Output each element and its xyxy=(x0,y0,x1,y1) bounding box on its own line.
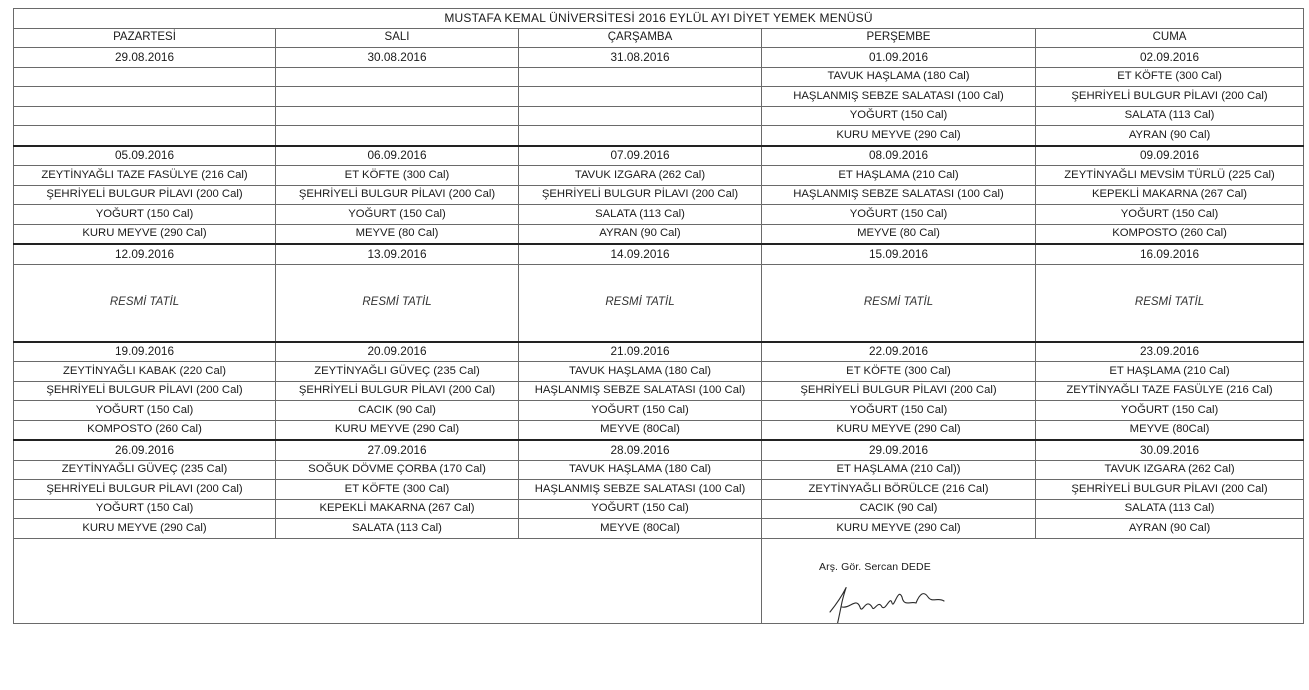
signatory-name: Arş. Gör. Sercan DEDE xyxy=(819,560,931,573)
meal-cell: HAŞLANMIŞ SEBZE SALATASI (100 Cal) xyxy=(519,381,762,401)
meal-cell: AYRAN (90 Cal) xyxy=(519,224,762,244)
meal-cell xyxy=(276,126,519,146)
date-cell: 15.09.2016 xyxy=(762,244,1036,264)
day-name: PERŞEMBE xyxy=(762,28,1036,48)
meal-row xyxy=(14,519,1304,539)
date-cell: 19.09.2016 xyxy=(14,342,276,362)
meal-cell xyxy=(519,106,762,126)
meal-row xyxy=(14,362,1304,382)
meal-cell: ZEYTİNYAĞLI TAZE FASÜLYE (216 Cal) xyxy=(14,166,276,186)
meal-cell: ŞEHRİYELİ BULGUR PİLAVI (200 Cal) xyxy=(276,381,519,401)
day-names-row xyxy=(14,28,1304,48)
meal-row xyxy=(14,224,1304,244)
meal-cell: KURU MEYVE (290 Cal) xyxy=(762,126,1036,146)
date-cell: 23.09.2016 xyxy=(1036,342,1304,362)
meal-cell: AYRAN (90 Cal) xyxy=(1036,519,1304,539)
meal-row xyxy=(14,166,1304,186)
meal-cell: KEPEKLİ MAKARNA (267 Cal) xyxy=(276,499,519,519)
meal-cell: TAVUK IZGARA (262 Cal) xyxy=(519,166,762,186)
meal-cell xyxy=(519,67,762,87)
meal-cell: TAVUK HAŞLAMA (180 Cal) xyxy=(519,362,762,382)
meal-cell: CACIK (90 Cal) xyxy=(276,401,519,421)
meal-row xyxy=(14,499,1304,519)
date-cell: 07.09.2016 xyxy=(519,146,762,166)
meal-cell: KURU MEYVE (290 Cal) xyxy=(14,224,276,244)
diet-menu-table xyxy=(13,8,1304,624)
meal-cell: TAVUK HAŞLAMA (180 Cal) xyxy=(519,460,762,480)
week3-dates-row xyxy=(14,244,1304,264)
meal-cell: ZEYTİNYAĞLI KABAK (220 Cal) xyxy=(14,362,276,382)
meal-row xyxy=(14,185,1304,205)
meal-cell: YOĞURT (150 Cal) xyxy=(519,499,762,519)
date-cell: 08.09.2016 xyxy=(762,146,1036,166)
meal-cell xyxy=(519,87,762,107)
meal-row xyxy=(14,480,1304,500)
meal-cell: TAVUK IZGARA (262 Cal) xyxy=(1036,460,1304,480)
meal-cell: SALATA (113 Cal) xyxy=(276,519,519,539)
meal-cell: ŞEHRİYELİ BULGUR PİLAVI (200 Cal) xyxy=(1036,87,1304,107)
title-row xyxy=(14,9,1304,29)
meal-cell xyxy=(14,106,276,126)
meal-cell: MEYVE (80Cal) xyxy=(1036,420,1304,440)
meal-cell xyxy=(14,87,276,107)
meal-cell: MEYVE (80 Cal) xyxy=(276,224,519,244)
meal-cell: ET KÖFTE (300 Cal) xyxy=(276,480,519,500)
date-cell: 30.09.2016 xyxy=(1036,440,1304,460)
meal-cell: HAŞLANMIŞ SEBZE SALATASI (100 Cal) xyxy=(762,185,1036,205)
meal-cell: YOĞURT (150 Cal) xyxy=(519,401,762,421)
week2-dates-row xyxy=(14,146,1304,166)
meal-row xyxy=(14,67,1304,87)
meal-row xyxy=(14,420,1304,440)
empty-footer-cell xyxy=(14,553,762,624)
meal-row xyxy=(14,126,1304,146)
meal-cell: YOĞURT (150 Cal) xyxy=(14,401,276,421)
meal-cell: ZEYTİNYAĞLI GÜVEÇ (235 Cal) xyxy=(14,460,276,480)
meal-cell: AYRAN (90 Cal) xyxy=(1036,126,1304,146)
week4-dates-row xyxy=(14,342,1304,362)
handwritten-signature xyxy=(820,567,990,624)
meal-cell: YOĞURT (150 Cal) xyxy=(762,106,1036,126)
holiday-row xyxy=(14,264,1304,342)
meal-row xyxy=(14,381,1304,401)
meal-cell: ŞEHRİYELİ BULGUR PİLAVI (200 Cal) xyxy=(14,185,276,205)
date-cell: 13.09.2016 xyxy=(276,244,519,264)
meal-cell: YOĞURT (150 Cal) xyxy=(762,205,1036,225)
meal-cell xyxy=(276,106,519,126)
date-cell: 29.09.2016 xyxy=(762,440,1036,460)
meal-cell: KURU MEYVE (290 Cal) xyxy=(762,519,1036,539)
meal-cell: ZEYTİNYAĞLI GÜVEÇ (235 Cal) xyxy=(276,362,519,382)
signature-row xyxy=(14,553,1304,624)
meal-row xyxy=(14,401,1304,421)
holiday-cell: RESMİ TATİL xyxy=(519,264,762,342)
meal-cell: KURU MEYVE (290 Cal) xyxy=(14,519,276,539)
meal-cell: ET KÖFTE (300 Cal) xyxy=(762,362,1036,382)
meal-cell: YOĞURT (150 Cal) xyxy=(276,205,519,225)
week1-dates-row xyxy=(14,48,1304,68)
date-cell: 27.09.2016 xyxy=(276,440,519,460)
meal-cell: MEYVE (80 Cal) xyxy=(762,224,1036,244)
week5-dates-row xyxy=(14,440,1304,460)
meal-cell xyxy=(276,87,519,107)
meal-cell xyxy=(14,126,276,146)
meal-cell: MEYVE (80Cal) xyxy=(519,519,762,539)
day-name: PAZARTESİ xyxy=(14,28,276,48)
date-cell: 06.09.2016 xyxy=(276,146,519,166)
meal-cell: ZEYTİNYAĞLI BÖRÜLCE (216 Cal) xyxy=(762,480,1036,500)
date-cell: 20.09.2016 xyxy=(276,342,519,362)
day-name: CUMA xyxy=(1036,28,1304,48)
meal-cell xyxy=(519,126,762,146)
date-cell: 26.09.2016 xyxy=(14,440,276,460)
menu-title: MUSTAFA KEMAL ÜNİVERSİTESİ 2016 EYLÜL AYI DİYET YEMEK MENÜSÜ xyxy=(14,9,1304,29)
meal-cell: SOĞUK DÖVME ÇORBA (170 Cal) xyxy=(276,460,519,480)
meal-cell: HAŞLANMIŞ SEBZE SALATASI (100 Cal) xyxy=(762,87,1036,107)
meal-cell: ŞEHRİYELİ BULGUR PİLAVI (200 Cal) xyxy=(276,185,519,205)
meal-cell: YOĞURT (150 Cal) xyxy=(14,499,276,519)
meal-cell: YOĞURT (150 Cal) xyxy=(1036,401,1304,421)
meal-cell xyxy=(14,67,276,87)
meal-cell: ŞEHRİYELİ BULGUR PİLAVI (200 Cal) xyxy=(1036,480,1304,500)
date-cell: 05.09.2016 xyxy=(14,146,276,166)
meal-cell: YOĞURT (150 Cal) xyxy=(14,205,276,225)
day-name: ÇARŞAMBA xyxy=(519,28,762,48)
meal-cell: MEYVE (80Cal) xyxy=(519,420,762,440)
meal-cell: ET KÖFTE (300 Cal) xyxy=(1036,67,1304,87)
day-name: SALI xyxy=(276,28,519,48)
date-cell: 22.09.2016 xyxy=(762,342,1036,362)
holiday-cell: RESMİ TATİL xyxy=(14,264,276,342)
meal-cell: YOĞURT (150 Cal) xyxy=(762,401,1036,421)
date-cell: 29.08.2016 xyxy=(14,48,276,68)
date-cell: 21.09.2016 xyxy=(519,342,762,362)
date-cell: 16.09.2016 xyxy=(1036,244,1304,264)
date-cell: 28.09.2016 xyxy=(519,440,762,460)
date-cell: 12.09.2016 xyxy=(14,244,276,264)
meal-cell: KOMPOSTO (260 Cal) xyxy=(14,420,276,440)
meal-cell: ZEYTİNYAĞLI MEVSİM TÜRLÜ (225 Cal) xyxy=(1036,166,1304,186)
meal-cell: ET HAŞLAMA (210 Cal) xyxy=(762,166,1036,186)
meal-cell: ŞEHRİYELİ BULGUR PİLAVI (200 Cal) xyxy=(14,480,276,500)
date-cell: 30.08.2016 xyxy=(276,48,519,68)
meal-cell: ZEYTİNYAĞLI TAZE FASÜLYE (216 Cal) xyxy=(1036,381,1304,401)
holiday-cell: RESMİ TATİL xyxy=(762,264,1036,342)
date-cell: 14.09.2016 xyxy=(519,244,762,264)
meal-row xyxy=(14,106,1304,126)
meal-cell: KOMPOSTO (260 Cal) xyxy=(1036,224,1304,244)
date-cell: 01.09.2016 xyxy=(762,48,1036,68)
spacer-cell xyxy=(762,538,1304,553)
date-cell: 02.09.2016 xyxy=(1036,48,1304,68)
meal-cell: ŞEHRİYELİ BULGUR PİLAVI (200 Cal) xyxy=(519,185,762,205)
meal-cell: SALATA (113 Cal) xyxy=(519,205,762,225)
meal-cell: CACIK (90 Cal) xyxy=(762,499,1036,519)
meal-cell xyxy=(276,67,519,87)
meal-row xyxy=(14,87,1304,107)
spacer-row xyxy=(14,538,1304,553)
meal-cell: KURU MEYVE (290 Cal) xyxy=(762,420,1036,440)
meal-cell: ŞEHRİYELİ BULGUR PİLAVI (200 Cal) xyxy=(14,381,276,401)
date-cell: 31.08.2016 xyxy=(519,48,762,68)
meal-cell: ET KÖFTE (300 Cal) xyxy=(276,166,519,186)
meal-cell: SALATA (113 Cal) xyxy=(1036,499,1304,519)
meal-cell: KEPEKLİ MAKARNA (267 Cal) xyxy=(1036,185,1304,205)
meal-cell: ET HAŞLAMA (210 Cal)) xyxy=(762,460,1036,480)
meal-cell: SALATA (113 Cal) xyxy=(1036,106,1304,126)
meal-cell: TAVUK HAŞLAMA (180 Cal) xyxy=(762,67,1036,87)
spacer-cell xyxy=(14,538,762,553)
holiday-cell: RESMİ TATİL xyxy=(276,264,519,342)
meal-row xyxy=(14,460,1304,480)
holiday-cell: RESMİ TATİL xyxy=(1036,264,1304,342)
meal-row xyxy=(14,205,1304,225)
date-cell: 09.09.2016 xyxy=(1036,146,1304,166)
meal-cell: HAŞLANMIŞ SEBZE SALATASI (100 Cal) xyxy=(519,480,762,500)
meal-cell: ŞEHRİYELİ BULGUR PİLAVI (200 Cal) xyxy=(762,381,1036,401)
signature-box xyxy=(762,553,1303,623)
meal-cell: YOĞURT (150 Cal) xyxy=(1036,205,1304,225)
meal-cell: KURU MEYVE (290 Cal) xyxy=(276,420,519,440)
meal-cell: ET HAŞLAMA (210 Cal) xyxy=(1036,362,1304,382)
signature-cell xyxy=(762,553,1304,624)
